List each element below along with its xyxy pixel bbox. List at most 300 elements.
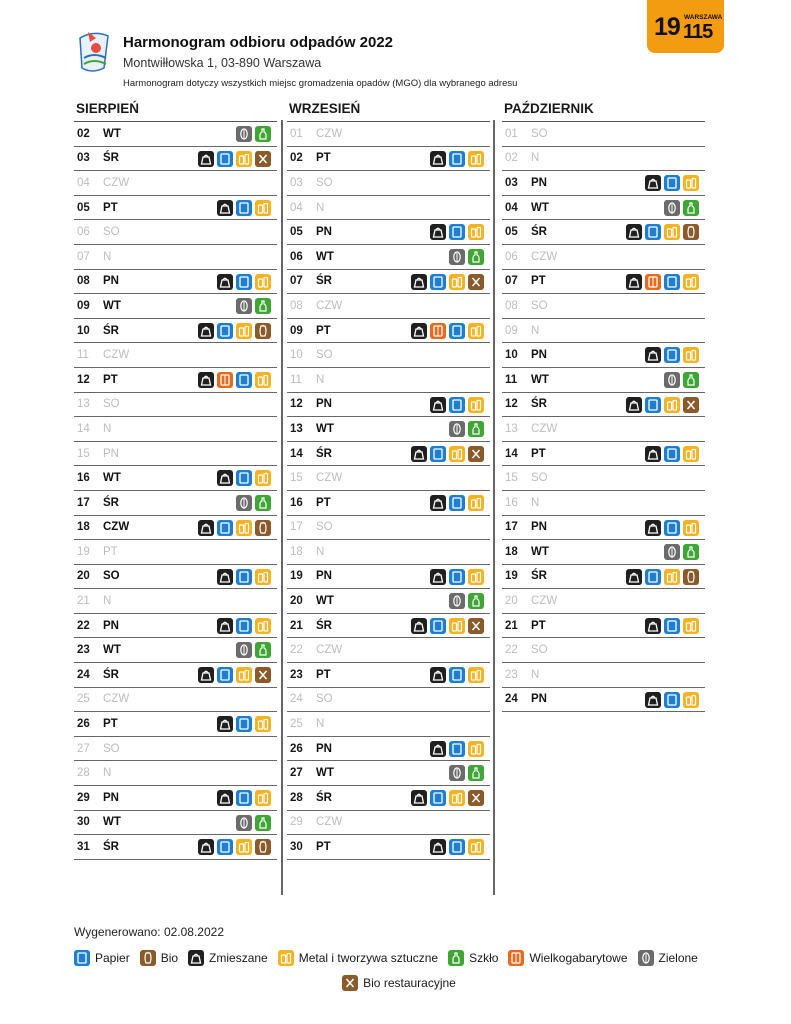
day-number: 12 — [505, 398, 518, 411]
day-row — [287, 122, 490, 147]
day-row — [502, 688, 705, 713]
metal-icon — [468, 224, 484, 240]
waste-icons — [236, 642, 271, 658]
day-number: 28 — [77, 767, 90, 780]
month-column-sierpien — [74, 97, 277, 860]
szklo-icon — [255, 126, 271, 142]
bio-restauracyjne-icon — [683, 397, 699, 413]
column-divider — [493, 120, 495, 895]
day-number: 12 — [290, 398, 303, 411]
weekday: PN — [531, 693, 547, 706]
day-number: 29 — [77, 791, 90, 804]
day-row — [74, 319, 277, 344]
day-row — [287, 786, 490, 811]
day-row — [287, 171, 490, 196]
day-number: 15 — [290, 472, 303, 485]
weekday: SO — [531, 127, 548, 140]
papier-icon — [236, 200, 252, 216]
weekday: CZW — [103, 176, 130, 189]
waste-icons — [449, 765, 484, 781]
papier-icon — [236, 790, 252, 806]
szklo-icon — [683, 544, 699, 560]
papier-icon — [449, 151, 465, 167]
weekday: N — [531, 668, 540, 681]
weekday: N — [103, 767, 112, 780]
day-number: 18 — [77, 521, 90, 534]
weekday: CZW — [316, 644, 343, 657]
zmieszane-icon — [411, 446, 427, 462]
day-number: 09 — [505, 324, 518, 337]
weekday: CZW — [531, 422, 558, 435]
day-number: 07 — [77, 250, 90, 263]
day-row — [74, 245, 277, 270]
weekday: CZW — [531, 595, 558, 608]
weekday: N — [103, 422, 112, 435]
weekday: WT — [103, 816, 121, 829]
day-row — [287, 688, 490, 713]
weekday: WT — [103, 127, 121, 140]
legend-label: Zmieszane — [209, 951, 268, 965]
day-number: 13 — [290, 422, 303, 435]
waste-icons — [217, 274, 271, 290]
waste-icons — [236, 126, 271, 142]
weekday: SO — [531, 472, 548, 485]
zmieszane-icon — [217, 200, 233, 216]
day-row — [502, 171, 705, 196]
city-logo — [74, 28, 116, 76]
day-number: 03 — [290, 176, 303, 189]
zmieszane-icon — [645, 347, 661, 363]
day-number: 17 — [77, 496, 90, 509]
day-number: 19 — [290, 570, 303, 583]
day-number: 16 — [77, 472, 90, 485]
day-row — [502, 294, 705, 319]
day-row — [502, 540, 705, 565]
bio-restauracyjne-icon — [255, 151, 271, 167]
day-number: 11 — [77, 349, 89, 362]
day-row — [287, 589, 490, 614]
papier-icon — [74, 950, 90, 966]
day-number: 19 — [505, 570, 518, 583]
metal-icon — [255, 790, 271, 806]
metal-icon — [664, 224, 680, 240]
bio-restauracyjne-icon — [468, 446, 484, 462]
day-row — [502, 614, 705, 639]
zielone-icon — [449, 593, 465, 609]
day-list — [502, 121, 705, 712]
bio-restauracyjne-icon — [342, 975, 358, 991]
waste-icons — [411, 446, 484, 462]
waste-icons — [411, 790, 484, 806]
zmieszane-icon — [217, 716, 233, 732]
zmieszane-icon — [430, 224, 446, 240]
zmieszane-icon — [198, 839, 214, 855]
day-number: 20 — [77, 570, 90, 583]
weekday: WT — [316, 595, 334, 608]
month-title: SIERPIEŃ — [76, 101, 140, 116]
szklo-icon — [683, 372, 699, 388]
zmieszane-icon — [626, 224, 642, 240]
day-row — [74, 343, 277, 368]
day-number: 04 — [290, 201, 303, 214]
day-number: 04 — [505, 201, 518, 214]
day-number: 25 — [77, 693, 90, 706]
day-number: 27 — [290, 767, 303, 780]
waste-icons — [449, 421, 484, 437]
day-number: 30 — [77, 816, 90, 829]
szklo-icon — [683, 200, 699, 216]
waste-icons — [664, 544, 699, 560]
day-number: 12 — [77, 373, 90, 386]
zmieszane-icon — [198, 520, 214, 536]
weekday: SO — [103, 570, 120, 583]
papier-icon — [430, 790, 446, 806]
day-number: 15 — [505, 472, 518, 485]
day-number: 01 — [505, 127, 518, 140]
zmieszane-icon — [645, 446, 661, 462]
day-row — [287, 466, 490, 491]
waste-icons — [236, 298, 271, 314]
papier-icon — [217, 839, 233, 855]
papier-icon — [664, 274, 680, 290]
day-number: 22 — [77, 619, 90, 632]
day-number: 23 — [77, 644, 90, 657]
metal-icon — [683, 175, 699, 191]
day-row — [74, 122, 277, 147]
day-number: 20 — [290, 595, 303, 608]
weekday: ŚR — [531, 570, 547, 583]
warszawa-19115-badge[interactable] — [647, 0, 724, 53]
waste-icons — [664, 372, 699, 388]
weekday: ŚR — [103, 668, 119, 681]
day-number: 13 — [505, 422, 518, 435]
papier-icon — [664, 618, 680, 634]
weekday: N — [531, 324, 540, 337]
zmieszane-icon — [430, 495, 446, 511]
day-row — [74, 565, 277, 590]
day-row — [287, 614, 490, 639]
waste-icons — [236, 815, 271, 831]
weekday: N — [531, 152, 540, 165]
metal-icon — [468, 151, 484, 167]
waste-icons — [217, 716, 271, 732]
day-number: 02 — [505, 152, 518, 165]
waste-icons — [217, 470, 271, 486]
day-row — [502, 196, 705, 221]
day-row — [287, 516, 490, 541]
legend-item-metal — [278, 950, 438, 966]
waste-icons — [645, 692, 699, 708]
day-row — [502, 663, 705, 688]
day-row — [74, 196, 277, 221]
zmieszane-icon — [411, 323, 427, 339]
day-row — [287, 811, 490, 836]
papier-icon — [217, 323, 233, 339]
waste-icons — [449, 249, 484, 265]
legend-item-bio — [140, 950, 178, 966]
day-row — [74, 516, 277, 541]
day-row — [502, 417, 705, 442]
weekday: PN — [316, 742, 332, 755]
day-number: 27 — [77, 742, 90, 755]
zmieszane-icon — [430, 569, 446, 585]
zmieszane-icon — [430, 397, 446, 413]
weekday: PT — [103, 373, 118, 386]
day-row — [502, 589, 705, 614]
wielkogabarytowe-icon — [645, 274, 661, 290]
papier-icon — [449, 397, 465, 413]
weekday: WT — [531, 201, 549, 214]
metal-icon — [449, 274, 465, 290]
papier-icon — [430, 274, 446, 290]
day-row — [74, 220, 277, 245]
waste-icons — [198, 323, 271, 339]
szklo-icon — [255, 495, 271, 511]
month-column-wrzesien — [287, 97, 490, 860]
weekday: PT — [316, 152, 331, 165]
day-row — [502, 565, 705, 590]
zielone-icon — [664, 544, 680, 560]
legend-item-papier — [74, 950, 130, 966]
day-list — [74, 121, 277, 860]
day-row — [74, 712, 277, 737]
day-number: 26 — [77, 718, 90, 731]
legend-item-wielkogabarytowe — [508, 950, 627, 966]
legend-label: Metal i tworzywa sztuczne — [298, 951, 439, 965]
zmieszane-icon — [198, 151, 214, 167]
day-row — [287, 442, 490, 467]
weekday: N — [103, 595, 112, 608]
day-row — [502, 270, 705, 295]
waste-icons — [645, 347, 699, 363]
day-row — [74, 614, 277, 639]
weekday: WT — [531, 373, 549, 386]
weekday: PN — [103, 619, 119, 632]
day-row — [74, 393, 277, 418]
waste-icons — [411, 323, 484, 339]
weekday: CZW — [316, 127, 343, 140]
waste-icons — [430, 667, 484, 683]
zielone-icon — [236, 298, 252, 314]
waste-icons — [430, 741, 484, 757]
day-row — [502, 245, 705, 270]
zmieszane-icon — [411, 618, 427, 634]
bio-restauracyjne-icon — [468, 274, 484, 290]
day-row — [74, 737, 277, 762]
day-number: 18 — [505, 545, 518, 558]
metal-icon — [255, 274, 271, 290]
day-number: 17 — [290, 521, 303, 534]
waste-icons — [430, 397, 484, 413]
szklo-icon — [468, 593, 484, 609]
szklo-icon — [255, 298, 271, 314]
metal-icon — [278, 950, 294, 966]
papier-icon — [236, 618, 252, 634]
papier-icon — [449, 839, 465, 855]
legend-label: Bio restauracyjne — [363, 976, 456, 990]
weekday: N — [316, 545, 325, 558]
day-number: 08 — [505, 299, 518, 312]
metal-icon — [468, 667, 484, 683]
weekday: PT — [316, 841, 331, 854]
day-number: 28 — [290, 791, 303, 804]
metal-icon — [236, 520, 252, 536]
day-number: 18 — [290, 545, 303, 558]
metal-icon — [468, 741, 484, 757]
metal-icon — [468, 569, 484, 585]
weekday: WT — [103, 644, 121, 657]
waste-icons — [645, 175, 699, 191]
zielone-icon — [664, 372, 680, 388]
weekday: SO — [103, 226, 120, 239]
metal-icon — [683, 520, 699, 536]
metal-icon — [236, 839, 252, 855]
zmieszane-icon — [645, 175, 661, 191]
waste-icons — [198, 520, 271, 536]
day-number: 29 — [290, 816, 303, 829]
day-row — [74, 589, 277, 614]
day-row — [287, 343, 490, 368]
address: Montwiłłowska 1, 03-890 Warszawa — [123, 56, 322, 70]
szklo-icon — [255, 815, 271, 831]
day-row — [74, 761, 277, 786]
day-row — [74, 368, 277, 393]
szklo-icon — [448, 950, 464, 966]
day-row — [74, 811, 277, 836]
waste-icons — [626, 224, 699, 240]
weekday: CZW — [316, 472, 343, 485]
zmieszane-icon — [411, 790, 427, 806]
zielone-icon — [664, 200, 680, 216]
waste-icons — [217, 569, 271, 585]
day-row — [74, 491, 277, 516]
day-number: 24 — [290, 693, 303, 706]
day-row — [502, 491, 705, 516]
day-number: 16 — [505, 496, 518, 509]
day-number: 03 — [77, 152, 90, 165]
bio-icon — [683, 569, 699, 585]
bio-icon — [683, 224, 699, 240]
weekday: PN — [531, 349, 547, 362]
legend — [74, 950, 724, 991]
waste-icons — [664, 200, 699, 216]
day-number: 06 — [505, 250, 518, 263]
waste-icons — [198, 839, 271, 855]
waste-icons — [236, 495, 271, 511]
day-number: 21 — [505, 619, 518, 632]
day-row — [74, 663, 277, 688]
zmieszane-icon — [645, 520, 661, 536]
zmieszane-icon — [430, 839, 446, 855]
zmieszane-icon — [217, 274, 233, 290]
day-row — [287, 147, 490, 172]
waste-icons — [449, 593, 484, 609]
wielkogabarytowe-icon — [217, 372, 233, 388]
schedule-note: Harmonogram dotyczy wszystkich miejsc gromadzenia opadów (MGO) dla wybranego adresu — [123, 78, 518, 89]
weekday: PT — [103, 718, 118, 731]
day-number: 15 — [77, 447, 90, 460]
weekday: PN — [531, 176, 547, 189]
papier-icon — [645, 397, 661, 413]
day-number: 14 — [505, 447, 518, 460]
metal-icon — [449, 618, 465, 634]
legend-label: Bio — [160, 951, 179, 965]
weekday: SO — [531, 299, 548, 312]
waste-icons — [645, 446, 699, 462]
weekday: PN — [103, 447, 119, 460]
metal-icon — [255, 618, 271, 634]
weekday: N — [103, 250, 112, 263]
weekday: PN — [103, 791, 119, 804]
day-number: 10 — [77, 324, 90, 337]
badge-number-bottom: 115 — [683, 21, 713, 43]
day-row — [502, 393, 705, 418]
day-number: 10 — [290, 349, 303, 362]
weekday: ŚR — [316, 275, 332, 288]
day-row — [74, 638, 277, 663]
day-number: 11 — [290, 373, 302, 386]
zielone-icon — [449, 765, 465, 781]
zmieszane-icon — [198, 323, 214, 339]
legend-item-szklo — [448, 950, 498, 966]
weekday: ŚR — [531, 226, 547, 239]
weekday: PT — [316, 496, 331, 509]
day-number: 24 — [77, 668, 90, 681]
day-row — [287, 761, 490, 786]
day-number: 04 — [77, 176, 90, 189]
weekday: PN — [316, 570, 332, 583]
metal-icon — [255, 200, 271, 216]
day-number: 07 — [290, 275, 303, 288]
waste-icons — [198, 667, 271, 683]
zmieszane-icon — [198, 667, 214, 683]
weekday: ŚR — [531, 398, 547, 411]
zmieszane-icon — [217, 790, 233, 806]
day-number: 22 — [505, 644, 518, 657]
day-number: 09 — [77, 299, 90, 312]
papier-icon — [236, 470, 252, 486]
papier-icon — [449, 224, 465, 240]
day-row — [287, 712, 490, 737]
day-row — [287, 737, 490, 762]
day-row — [287, 294, 490, 319]
weekday: CZW — [103, 349, 130, 362]
weekday: PN — [103, 275, 119, 288]
badge-number-top: 19 — [654, 13, 680, 41]
zmieszane-icon — [626, 274, 642, 290]
day-number: 08 — [290, 299, 303, 312]
weekday: N — [531, 496, 540, 509]
day-number: 21 — [77, 595, 90, 608]
weekday: WT — [103, 472, 121, 485]
day-row — [74, 786, 277, 811]
weekday: PN — [316, 226, 332, 239]
weekday: CZW — [103, 693, 130, 706]
papier-icon — [430, 446, 446, 462]
waste-icons — [217, 200, 271, 216]
weekday: WT — [316, 250, 334, 263]
metal-icon — [468, 397, 484, 413]
waste-icons — [430, 151, 484, 167]
waste-icons — [645, 520, 699, 536]
day-number: 24 — [505, 693, 518, 706]
weekday: CZW — [531, 250, 558, 263]
day-number: 23 — [290, 668, 303, 681]
day-row — [287, 196, 490, 221]
metal-icon — [664, 397, 680, 413]
legend-label: Szkło — [469, 951, 499, 965]
day-number: 30 — [290, 841, 303, 854]
